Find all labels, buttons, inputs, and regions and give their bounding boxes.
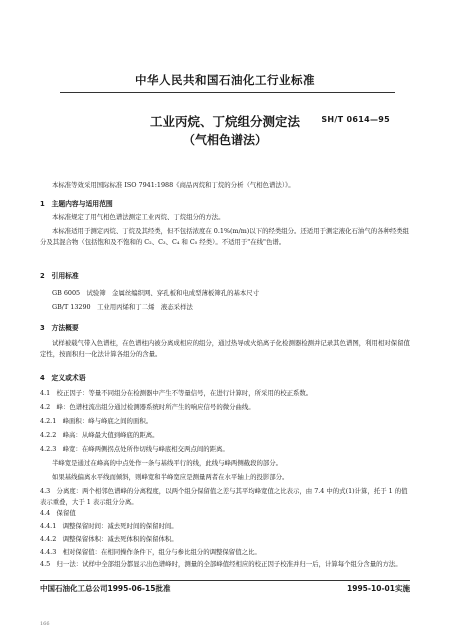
approval-date: 中国石油化工总公司1995-06-15批准: [40, 584, 171, 593]
section-1-paragraph-1: 本标准规定了用气相色谱法测定工业丙烷、丁烷组分的方法。: [52, 213, 225, 221]
page-number: 166: [40, 621, 50, 627]
section-3-paragraph: 试样被载气带入色谱柱，在色谱柱内被分离成相应的组分，通过热导或火焰离子化检测器检测并记录其色谱图，利用相对保留值定性，按面积归一化法计算各组分的含量。: [40, 339, 410, 358]
clause-4-4-1: 4.4.1 调整保留时间：减去死时间的保留时间。: [40, 522, 178, 530]
clause-4-2-1: 4.2.1 峰面积：峰与峰底之间的面积。: [40, 417, 153, 425]
clause-4-3: 4.3 分离度：两个相邻色谱峰的分离程度，以两个组分保留值之差与其平均峰宽值之比表示，由 7.4 中的式(1)计算，托于 1 的值表示重叠，大于 1 表示组分分离。: [40, 487, 408, 506]
clause-4-2-2: 4.2.2 峰高：从峰最大值到峰底的距离。: [40, 431, 159, 439]
clause-4-4-3: 4.4.3 相对保留值：在相同操作条件下，组分与参比组分的调整保留值之比。: [40, 548, 261, 556]
industry-standard-heading: 中华人民共和国石油化工行业标准: [135, 73, 315, 87]
document-title: 工业丙烷、丁烷组分测定法: [149, 114, 300, 129]
section-4-heading: 4 定义或术语: [40, 374, 86, 382]
section-3-heading: 3 方法概要: [40, 324, 79, 332]
standard-number: SH/T 0614—95: [321, 115, 390, 124]
reference-2: GB/T 13290 工业用丙烯和丁二烯 液态采样法: [52, 303, 193, 311]
document-subtitle: （气相色谱法）: [182, 133, 267, 147]
clause-4-2: 4.2 峰：色谱柱流出组分通过检测器系统时所产生的响应信号的微分曲线。: [40, 403, 255, 411]
clause-4-5: 4.5 归一法：试样中全部组分都显示出色谱峰时，测量的全部峰值经相应的校正因子校准并归一后，计算每个组分含量的方法。: [40, 560, 402, 568]
clause-4-1: 4.1 校正因子：等量不同组分在检测器中产生不等量信号，在进行计算时，所采用的校正系数。: [40, 389, 313, 397]
clause-4-2-3-projection: 如果基线偏离水平线而倾斜，则峰宽和半峰宽应是测量两者在水平轴上的投影部分。: [52, 473, 289, 481]
footer-divider: [40, 580, 410, 581]
reference-1: GB 6005 试验筛 金属丝编织网、穿孔板和电成型薄板筛孔的基本尺寸: [52, 289, 260, 297]
header-divider: [60, 92, 395, 93]
clause-4-2-3-half-width: 半峰宽是通过在峰高的中点处作一条与基线平行的线，此线与峰两侧截段的部分。: [52, 459, 283, 467]
clause-4-4-2: 4.4.2 调整保留体积：减去死体积的保留体积。: [40, 535, 178, 543]
section-1-heading: 1 主题内容与适用范围: [40, 200, 113, 208]
section-1-paragraph-2: 本标准适用于测定丙烷、丁烷及其经类，但不包括浓度在 0.1%(m/m)以下的经类组分。还适用于测定液化石油气的各种经类组分及其混合物（包括饱和及不饱和的 C₂、C₃、C₄ 和 C₅ 经类）。不适用于"在线"色谱。: [40, 227, 410, 246]
section-2-heading: 2 引用标准: [40, 272, 79, 280]
implementation-date: 1995-10-01实施: [347, 584, 410, 593]
clause-4-2-3: 4.2.3 峰宽：在峰两侧拐点处所作切线与峰底相交两点间的距离。: [40, 445, 229, 453]
intro-paragraph: 本标准等效采用国际标准 ISO 7941:1988《商品丙烷和丁烷的分析（气相色谱法）》。: [52, 181, 295, 189]
clause-4-4: 4.4 保留值: [40, 509, 76, 517]
